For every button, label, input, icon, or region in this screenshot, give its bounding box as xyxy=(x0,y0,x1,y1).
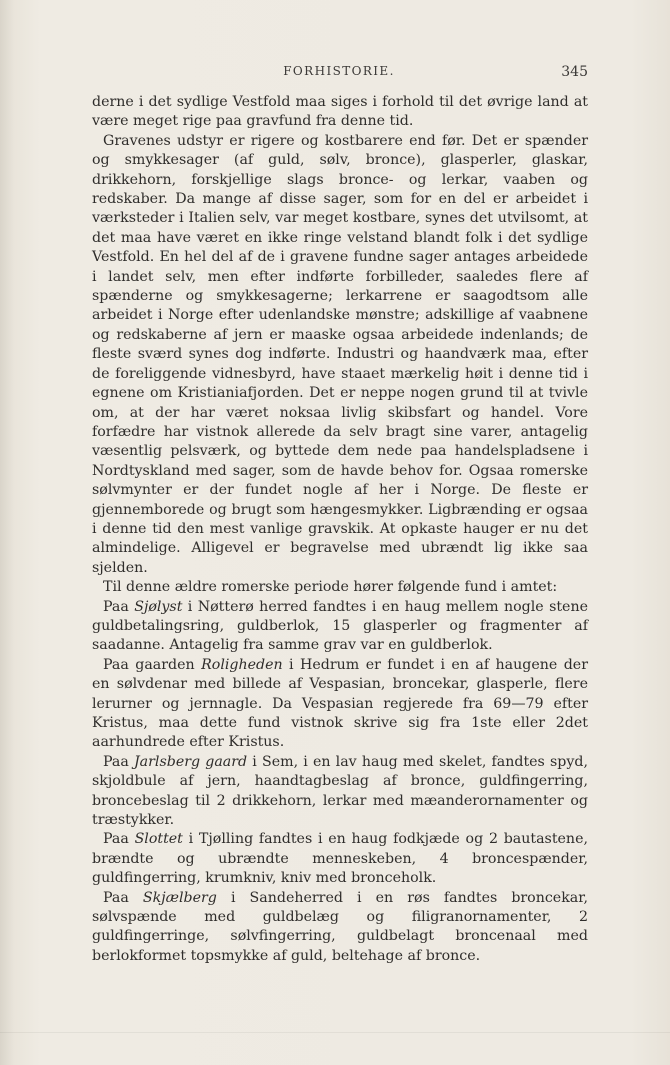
paragraph-roligheden xyxy=(92,656,588,753)
place-name: Roligheden xyxy=(201,656,283,673)
text-run: i Sem, i en lav haug med skelet, fandtes spyd, skjoldbule af jern, haandtagbeslag af bronce, guldfingerring, broncebeslag til 2 drikkehorn, lerkar med mæanderornamenter og træstykker. xyxy=(92,753,588,829)
body-text xyxy=(92,93,588,966)
text-run: Paa xyxy=(103,831,135,848)
page-crease xyxy=(0,1032,670,1033)
text-run: i Sandeherred i en røs fandtes broncekar, sølvspænde med guldbelæg og filigranornamenter, 2 guldfingerringe, sølvfingerring, guldbelagt broncenaal med berlokformet topsmykke af guld, beltehage af bronce. xyxy=(92,889,588,964)
paragraph-jarlsberg xyxy=(92,753,588,831)
text-run: i Tjølling fandtes i en haug fodkjæde og 2 bautastene, brændte og ubrændte menneskeben, 4 broncespænder, guldfingerring, krumkniv, kniv med bronceholk. xyxy=(92,831,588,887)
paragraph-sjolyst xyxy=(92,598,588,656)
page-header xyxy=(90,64,588,82)
text-run: Til denne ældre romerske periode hører følgende fund i amtet: xyxy=(103,579,558,596)
text-run: Paa xyxy=(103,889,143,906)
text-run: Paa xyxy=(103,753,134,770)
paragraph-continued xyxy=(92,93,588,132)
place-name: Sjølyst xyxy=(134,598,183,615)
text-run: Paa gaarden xyxy=(103,656,202,673)
paragraph-skjaelberg xyxy=(92,889,588,967)
page-number: 345 xyxy=(561,64,588,80)
place-name: Jarlsberg gaard xyxy=(134,753,248,770)
text-run: Gravenes udstyr er rigere og kostbarere end før. Det er spænder og smykkesager (af guld, sølv, bronce), glasperler, glaskar, drikkehorn, forskjellige slags bronce- og lerkar, vaaben og redskaber. Da mange af disse sager, som for en del er arbeidet i værksteder i Italien selv, var meget kostbare, synes det utvilsomt, at det maa have været en ikke ringe velstand blandt folk i det sydlige Vestfold. En hel del af de i gravene fundne sager antages arbeidede i landet selv, men efter indførte forbilleder, saaledes flere af spænderne og smykkesagerne; lerkarrene er saagodtsom alle arbeidet i Norge efter udenlandske mønstre; adskillige af vaabnene og redskaberne af jern er maaske ogsaa arbeidede indenlands; de fleste sværd synes dog indførte. Industri og haandværk maa, efter de foreliggende vidnesbyrd, have staaet mærkelig høit i denne tid i egnene om Kristianiafjorden. Det er neppe nogen grund til at tvivle om, at der har været noksaa livlig skibsfart og handel. Vore forfædre har vistnok allerede da selv bragt sine varer, antagelig væsentlig pelsværk, og byttede dem nede paa handelspladsene i Nordtyskland med sager, som de havde behov for. Ogsaa romerske sølvmynter er der fundet nogle af her i Norge. De fleste er gjennemborede og brugt som hængesmykker. Ligbrænding er ogsaa i denne tid den mest vanlige gravskik. At opkaste hauger er nu det almindelige. Alligevel er begravelse med ubrændt lig ikke saa sjelden. xyxy=(92,132,588,576)
text-run: i Hedrum er fundet i en af haugene der en sølvdenar med billede af Vespasian, broncekar, glasperle, flere lerurner og jernnagle. Da Vespasian regjerede fra 69—79 efter Kristus, maa dette fund vistnok skrive sig fra 1ste eller 2det aarhundrede efter Kristus. xyxy=(92,656,588,751)
spine-shadow xyxy=(0,0,14,1065)
text-run: derne i det sydlige Vestfold maa siges i forhold til det øvrige land at være meget rige paa gravfund fra denne tid. xyxy=(92,94,588,130)
place-name: Slottet xyxy=(134,831,183,848)
text-run: Paa xyxy=(103,598,135,615)
paragraph-finds-intro xyxy=(92,578,588,597)
running-head: FORHISTORIE. xyxy=(283,64,395,78)
paragraph-slottet xyxy=(92,830,588,888)
place-name: Skjælberg xyxy=(142,889,217,906)
text-run: i Nøtterø herred fandtes i en haug mellem nogle stene guldbetalingsring, guldberlok, 15 glasperler og fragmenter af saadanne. Antagelig fra samme grav var en guldberlok. xyxy=(92,598,588,654)
paragraph-grave-goods xyxy=(92,132,588,578)
